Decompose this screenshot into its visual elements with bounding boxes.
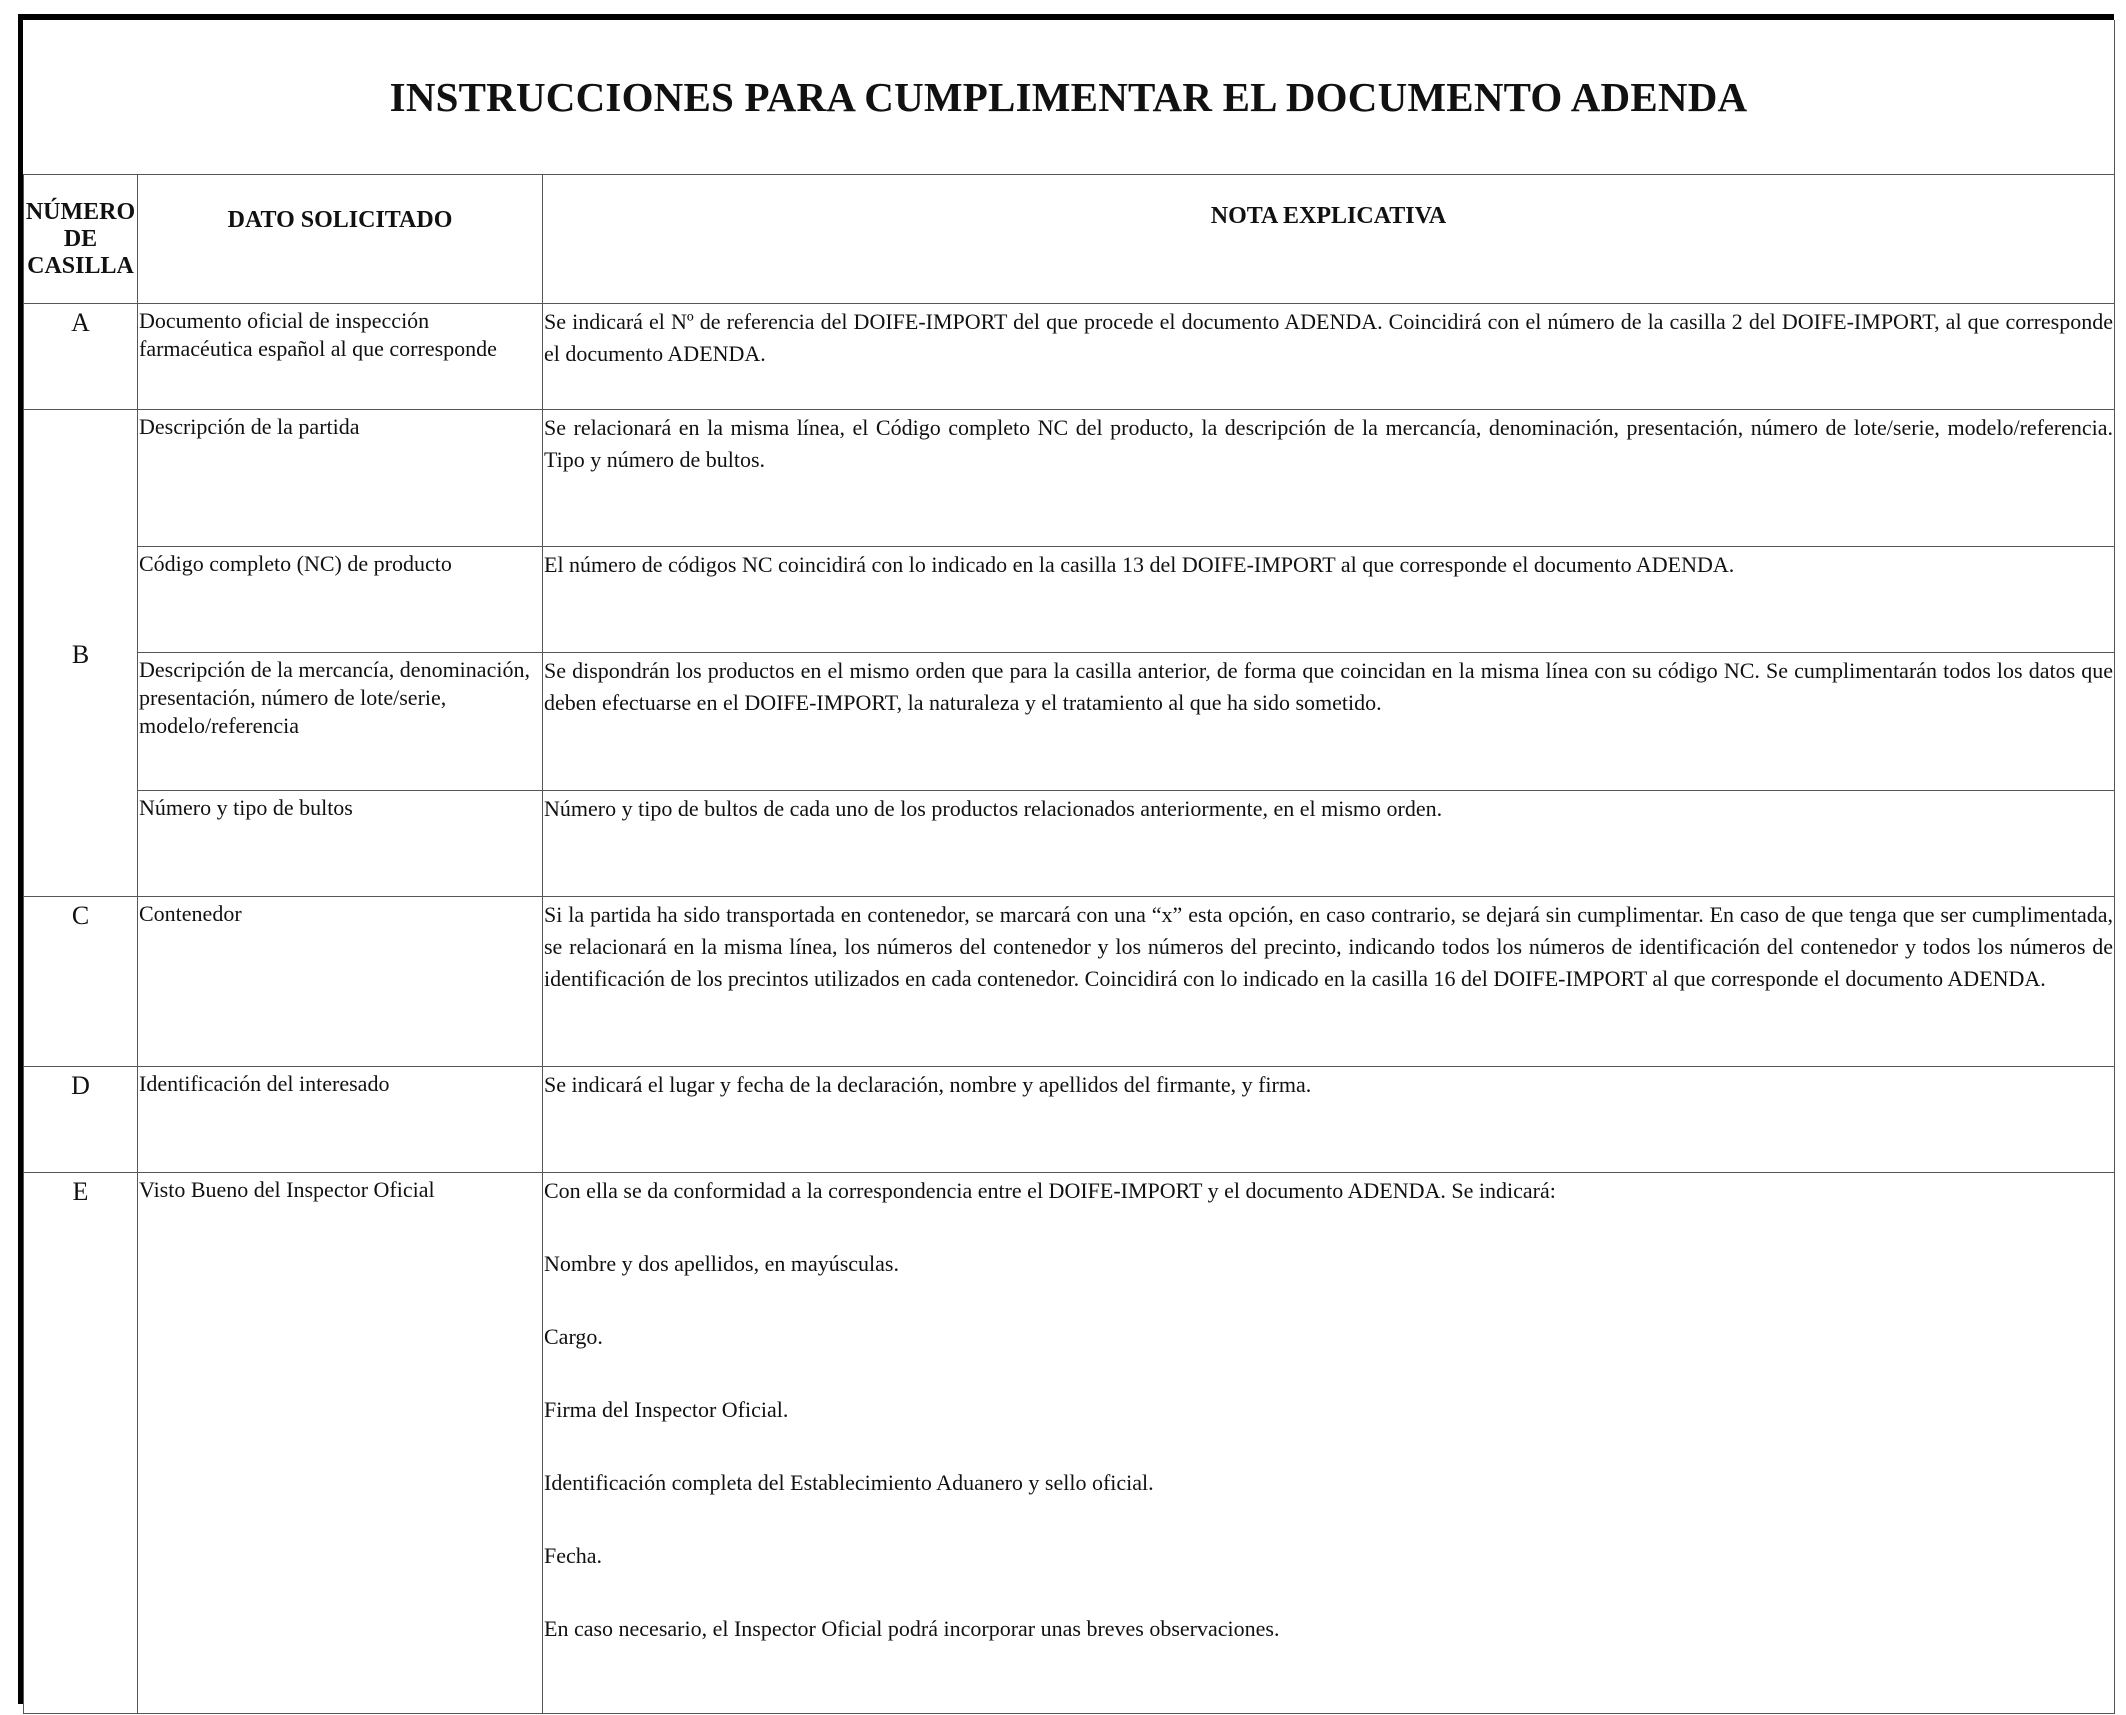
document-title: INSTRUCCIONES PARA CUMPLIMENTAR EL DOCUMENTO ADENDA <box>23 20 2115 174</box>
nota-line: Identificación completa del Establecimiento Aduanero y sello oficial. <box>544 1470 1154 1495</box>
nota-cell: Se relacionará en la misma línea, el Código completo NC del producto, la descripción de la mercancía, denominación, presentación, número de lote/serie, modelo/referencia. Tipo y número de bultos. <box>543 410 2115 547</box>
table-row <box>24 791 2115 897</box>
table-row <box>24 653 2115 791</box>
header-dato-solicitado: DATO SOLICITADO <box>138 175 543 304</box>
dato-cell: Identificación del interesado <box>138 1067 543 1173</box>
casilla-b: B <box>24 410 138 897</box>
table-row <box>24 547 2115 653</box>
nota-line: Nombre y dos apellidos, en mayúsculas. <box>544 1251 899 1276</box>
table-row <box>24 1173 2115 1714</box>
header-nota-explicativa: NOTA EXPLICATIVA <box>543 175 2115 304</box>
casilla-a: A <box>24 304 138 410</box>
nota-cell <box>543 1173 2115 1714</box>
casilla-c: C <box>24 897 138 1067</box>
nota-line: Firma del Inspector Oficial. <box>544 1397 789 1422</box>
dato-cell: Visto Bueno del Inspector Oficial <box>138 1173 543 1714</box>
instructions-table <box>23 174 2115 1714</box>
header-row <box>24 175 2115 304</box>
dato-cell: Código completo (NC) de producto <box>138 547 543 653</box>
table-row <box>24 304 2115 410</box>
nota-cell: Número y tipo de bultos de cada uno de los productos relacionados anteriormente, en el mismo orden. <box>543 791 2115 897</box>
dato-cell: Descripción de la partida <box>138 410 543 547</box>
nota-line: En caso necesario, el Inspector Oficial podrá incorporar unas breves observaciones. <box>544 1616 1280 1641</box>
nota-cell: Se indicará el Nº de referencia del DOIFE-IMPORT del que procede el documento ADENDA. Coincidirá con el número de la casilla 2 del DOIFE-IMPORT, al que corresponde el documento ADENDA. <box>543 304 2115 410</box>
dato-cell: Descripción de la mercancía, denominación, presentación, número de lote/serie, modelo/referencia <box>138 653 543 791</box>
dato-cell: Número y tipo de bultos <box>138 791 543 897</box>
nota-cell: Se indicará el lugar y fecha de la declaración, nombre y apellidos del firmante, y firma. <box>543 1067 2115 1173</box>
nota-line: Cargo. <box>544 1324 603 1349</box>
nota-line: Con ella se da conformidad a la correspondencia entre el DOIFE-IMPORT y el documento ADENDA. Se indicará: <box>544 1178 1556 1203</box>
dato-cell: Documento oficial de inspección farmacéutica español al que corresponde <box>138 304 543 410</box>
header-numero-casilla: NÚMERO DE CASILLA <box>24 175 138 304</box>
instructions-document <box>18 14 2114 1704</box>
nota-cell: Si la partida ha sido transportada en contenedor, se marcará con una “x” esta opción, en caso contrario, se dejará sin cumplimentar. En caso de que tenga que ser cumplimentada, se relacionará en la misma línea, los números del contenedor y los números del precinto, indicando todos los números de identificación del contenedor y todos los números de identificación de los precintos utilizados en cada contenedor. Coincidirá con lo indicado en la casilla 16 del DOIFE-IMPORT al que corresponde el documento ADENDA. <box>543 897 2115 1067</box>
casilla-d: D <box>24 1067 138 1173</box>
table-row <box>24 410 2115 547</box>
table-row <box>24 1067 2115 1173</box>
casilla-e: E <box>24 1173 138 1714</box>
dato-cell: Contenedor <box>138 897 543 1067</box>
nota-line: Fecha. <box>544 1543 603 1568</box>
nota-cell: El número de códigos NC coincidirá con lo indicado en la casilla 13 del DOIFE-IMPORT al que corresponde el documento ADENDA. <box>543 547 2115 653</box>
nota-cell: Se dispondrán los productos en el mismo orden que para la casilla anterior, de forma que coincidan en la misma línea con su código NC. Se cumplimentarán todos los datos que deben efectuarse en el DOIFE-IMPORT, la naturaleza y el tratamiento al que ha sido sometido. <box>543 653 2115 791</box>
table-row <box>24 897 2115 1067</box>
